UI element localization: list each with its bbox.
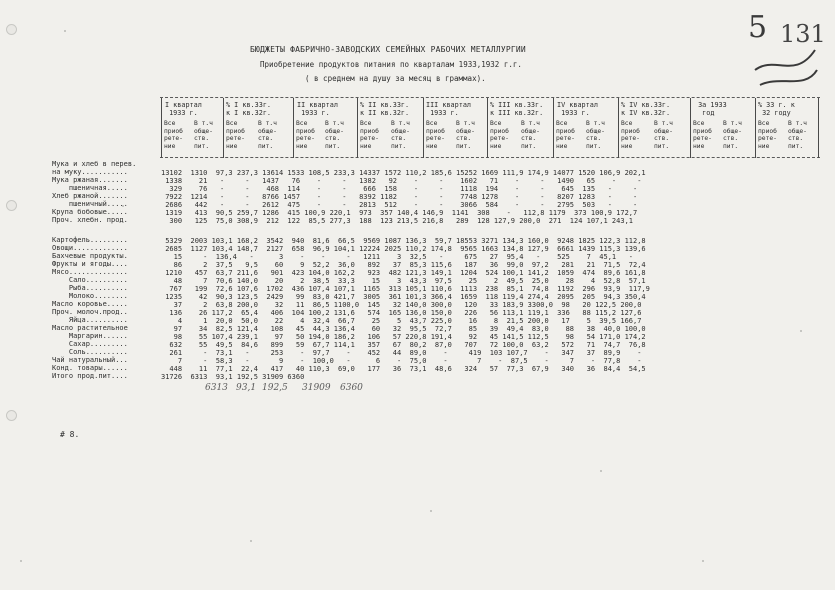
column-separator <box>357 98 358 158</box>
table-row: 86 2 37,5 9,5 60 9 52,2 36,0 892 37 85,3 115,6 187 36 99,0 97,2 281 21 71,5 72,4 <box>161 261 646 269</box>
row-label: Рыба.......... <box>52 284 128 292</box>
handwritten-note: 31909 <box>302 383 331 393</box>
row-label: Чай натуральный... <box>52 356 128 364</box>
page-number: 5 <box>748 10 768 45</box>
binding-hole <box>6 410 17 421</box>
row-label: пшеничный..... <box>52 200 128 208</box>
row-label: Хлеб ржаной....... <box>52 192 128 200</box>
row-label: Мясо.............. <box>52 268 128 276</box>
paper-speck <box>250 540 252 542</box>
page-sub-number: 131 <box>780 20 826 48</box>
paper-speck <box>430 510 432 512</box>
binding-hole <box>6 24 17 35</box>
table-row: 448 11 77,1 22,4 417 40 110,3 69,0 177 36 73,1 48,6 324 57 77,3 67,9 340 36 84,4 54,5 <box>161 365 646 373</box>
column-separator <box>161 98 162 158</box>
table-row: 98 55 107,4 239,1 97 50 194,0 186,2 106 57 220,8 191,4 92 45 141,5 112,5 98 54 171,0 174,2 <box>161 333 646 341</box>
table-row: 13102 1310 97,3 237,3 13614 1533 108,5 233,3 14337 1572 110,2 185,6 15252 1669 111,9 174,9 14077 1520 106,9 202,1 <box>161 169 646 177</box>
table-row: 2685 1127 103,4 148,7 2127 658 96,9 104,1 12224 2025 110,2 174,8 9565 1663 134,8 127,9 6661 1439 115,3 139,6 <box>161 245 646 253</box>
table-row: 7922 1214 - - 8766 1457 - - 8392 1182 - - 7748 1278 - - 8207 1283 - - <box>161 193 638 201</box>
table-row: 261 - 73,1 - 253 - 97,7 - 452 44 89,0 - 419 103 107,7 - 347 37 89,9 - <box>161 349 642 357</box>
column-header-public: В т.ч обще- ств. пит. <box>258 120 277 151</box>
column-header-public: В т.ч обще- ств. пит. <box>654 120 673 151</box>
row-label: Масло коровье..... <box>52 300 128 308</box>
quarter-header: % IV кв.33г. к IV кв.32г. <box>621 101 671 117</box>
column-header-total: Все приоб рете- ние <box>758 120 777 151</box>
column-header-total: Все приоб рете- ние <box>164 120 183 151</box>
row-label: Яйца.......... <box>52 316 128 324</box>
paper-speck <box>20 560 22 562</box>
row-label: Молоко........ <box>52 292 128 300</box>
row-label: Картофель......... <box>52 236 128 244</box>
paper-speck <box>64 30 66 32</box>
table-row: 7 - 58,3 - 9 - 100,0 - 6 - 75,0 - 7 - 87,5 - 7 - 77,8 - <box>161 357 642 365</box>
section-mark: # 8. <box>60 430 80 439</box>
column-header-public: В т.ч обще- ств. пит. <box>194 120 213 151</box>
column-separator <box>618 98 619 158</box>
column-header-total: Все приоб рете- ние <box>490 120 509 151</box>
table-row: 5329 2003 103,1 168,2 3542 940 81,6 66,5 9569 1087 136,3 59,7 18553 3271 134,3 160,0 9248 1825 122,3 112,8 <box>161 237 646 245</box>
table-row: 1338 21 - - 1437 76 - - 1382 92 - - 1602 71 - - 1490 65 - - <box>161 177 642 185</box>
row-label: Сахар......... <box>52 340 128 348</box>
table-row: 2686 442 - - 2612 475 - - 2813 512 - - 3066 584 - - 2795 503 - - <box>161 201 638 209</box>
row-label: Бахчевые продукты. <box>52 252 128 260</box>
column-header-total: Все приоб рете- ние <box>226 120 245 151</box>
table-row: 15 - 136,4 - 3 - - - 1211 3 32,5 - 675 27 95,4 - 525 7 45,1 - <box>161 253 634 261</box>
column-header-total: Все приоб рете- ние <box>426 120 445 151</box>
quarter-header: % I кв.33г. к I кв.32г. <box>226 101 272 117</box>
handwritten-scribble <box>745 30 825 100</box>
column-header-public: В т.ч обще- ств. пит. <box>521 120 540 151</box>
table-row: 632 55 49,5 84,6 899 59 67,7 114,1 357 67 80,2 87,0 707 72 100,0 63,2 572 71 74,7 76,8 <box>161 341 646 349</box>
quarter-header: За 1933 год <box>698 101 727 117</box>
column-header-total: Все приоб рете- ние <box>621 120 640 151</box>
row-label: Конд. товары...... <box>52 364 128 372</box>
handwritten-note: 6360 <box>340 383 363 393</box>
quarter-header: IV квартал 1933 г. <box>557 101 598 117</box>
paper-speck <box>600 470 602 472</box>
column-header-total: Все приоб рете- ние <box>693 120 712 151</box>
row-label: Сало.......... <box>52 276 128 284</box>
table-row: 300 125 75,0 308,9 212 122 85,5 277,3 188 123 213,5 216,8 289 128 127,9 200,0 271 124 107,1 243,1 <box>161 217 634 225</box>
column-header-public: В т.ч обще- ств. пит. <box>586 120 605 151</box>
quarter-header: % 33 г. к 32 году <box>758 101 795 117</box>
column-separator <box>818 98 819 158</box>
column-header-total: Все приоб рете- ние <box>296 120 315 151</box>
row-label: Проч. хлебн. прод. <box>52 216 128 224</box>
table-row: 97 34 82,5 121,4 108 45 44,3 136,4 60 32 95,5 72,7 85 39 49,4 83,0 88 38 40,0 100,0 <box>161 325 646 333</box>
column-header-public: В т.ч обще- ств. пит. <box>325 120 344 151</box>
table-header-rule <box>160 157 820 158</box>
table-row: 31726 6313 93,1 192,5 31909 6360 <box>161 373 305 381</box>
row-label: пшеничная..... <box>52 184 128 192</box>
table-row: 1235 42 90,3 123,5 2429 99 83,0 421,7 3005 361 101,3 366,4 1659 118 119,4 274,4 2095 205 94,3 350,4 <box>161 293 646 301</box>
document-title: БЮДЖЕТЫ ФАБРИЧНО-ЗАВОДСКИХ СЕМЕЙНЫХ РАБОЧИХ МЕТАЛЛУРГИИ <box>250 45 526 54</box>
row-label: Маргарин...... <box>52 332 128 340</box>
row-label: Проч. молоч.прод.. <box>52 308 128 316</box>
column-separator <box>487 98 488 158</box>
quarter-header: % II кв.33г. к II кв.32г. <box>360 101 410 117</box>
table-row: 4 1 20,0 50,0 22 4 32,4 66,7 25 5 43,7 225,0 16 8 21,5 200,0 17 5 39,5 166,7 <box>161 317 642 325</box>
column-separator <box>293 98 294 158</box>
table-row: 767 199 72,6 107,6 1702 436 107,4 107,1 1165 313 105,1 110,6 1113 238 85,1 74,8 1192 296 93,9 117,9 <box>161 285 650 293</box>
paper-speck <box>800 330 802 332</box>
paper-speck <box>702 560 704 562</box>
document-subtitle: Приобретение продуктов питания по кварталам 1933,1932 г.г. <box>260 60 522 69</box>
row-label: Масло растительное <box>52 324 128 332</box>
table-row: 1210 457 63,7 211,6 901 423 104,0 162,2 923 482 121,3 149,1 1204 524 100,1 141,2 1059 474 89,6 161,8 <box>161 269 646 277</box>
table-row: 1319 413 90,5 259,7 1286 415 100,9 220,1 973 357 140,4 146,9 1141 308 - 112,8 1179 373 100,9 172,7 <box>161 209 638 217</box>
quarter-header: I квартал 1933 г. <box>165 101 202 117</box>
column-separator <box>423 98 424 158</box>
column-header-public: В т.ч обще- ств. пит. <box>391 120 410 151</box>
column-separator <box>755 98 756 158</box>
document-note: ( в среднем на душу за месяц в граммах). <box>305 74 486 83</box>
binding-hole <box>6 200 17 211</box>
row-label: Мука и хлеб в перев. <box>52 160 137 168</box>
row-label: Овощи............. <box>52 244 128 252</box>
handwritten-note: 93,1 <box>236 383 257 393</box>
column-header-total: Все приоб рете- ние <box>360 120 379 151</box>
quarter-header: II квартал 1933 г. <box>297 101 338 117</box>
quarter-header: % III кв.33г. к III кв.32г. <box>490 101 544 117</box>
column-separator <box>553 98 554 158</box>
row-label: Фрукты и ягоды.... <box>52 260 128 268</box>
table-top-rule <box>160 97 820 98</box>
table-row: 37 2 63,8 200,0 32 11 86,5 1100,0 145 32 140,0 300,0 120 33 183,9 3300,0 98 20 122,5 200,0 <box>161 301 642 309</box>
handwritten-note: 192,5 <box>262 383 288 393</box>
row-label: Крупа бобовые..... <box>52 208 128 216</box>
row-label: Соль.......... <box>52 348 128 356</box>
column-separator <box>223 98 224 158</box>
row-label: Мука ржаная....... <box>52 176 128 184</box>
table-row: 48 7 70,6 140,0 20 2 38,5 33,3 15 3 43,3 97,5 25 2 49,5 25,0 28 4 52,8 57,1 <box>161 277 646 285</box>
table-row: 136 26 117,2 65,4 406 104 100,2 131,6 574 165 136,0 150,0 226 56 113,1 119,1 336 88 115,2 127,6 <box>161 309 642 317</box>
row-label: Итого прод.пит.... <box>52 372 128 380</box>
handwritten-note: 6313 <box>205 383 228 393</box>
row-label: на муку........... <box>52 168 128 176</box>
table-row: 329 76 - - 468 114 - - 666 158 - - 1118 194 - - 645 135 - - <box>161 185 638 193</box>
column-header-public: В т.ч обще- ств. пит. <box>456 120 475 151</box>
quarter-header: III квартал 1933 г. <box>426 101 472 117</box>
column-header-public: В т.ч обще- ств. пит. <box>788 120 807 151</box>
column-header-public: В т.ч обще- ств. пит. <box>723 120 742 151</box>
column-header-total: Все приоб рете- ние <box>556 120 575 151</box>
column-separator <box>690 98 691 158</box>
